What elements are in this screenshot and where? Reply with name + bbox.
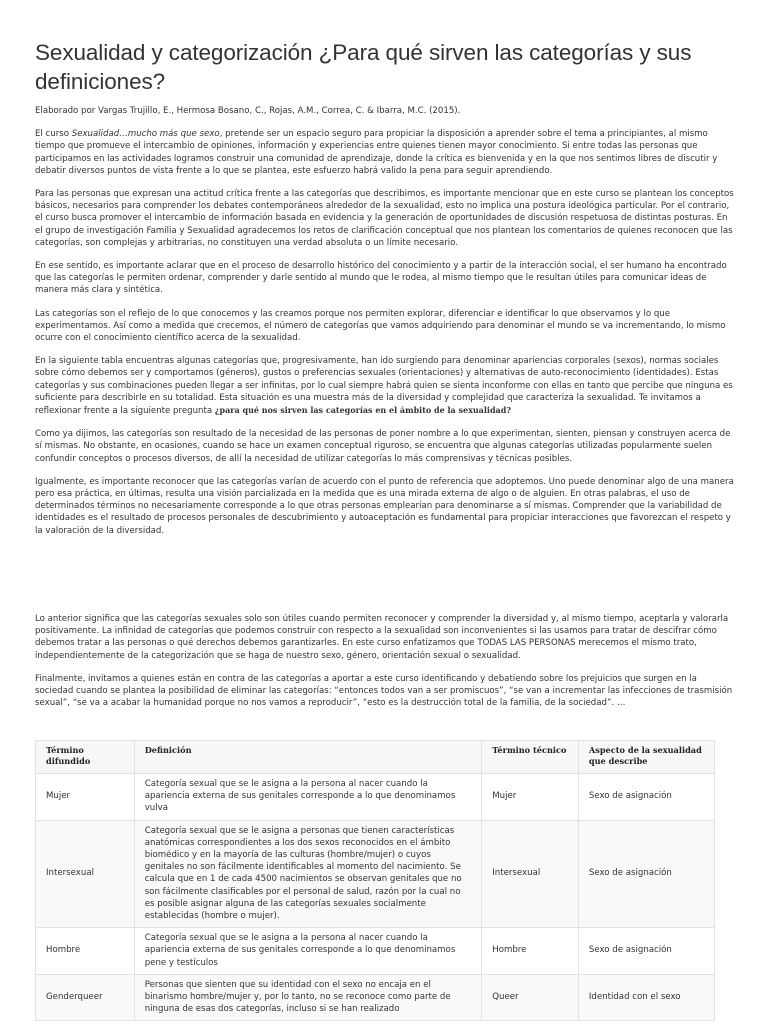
cell-definition: Personas que sienten que su identidad con el sexo no encaja en el binarismo hombre/mujer y, por lo tanto, no se reconoce como parte de ninguna de esas dos categorías, incluso si se han realizado [134, 974, 482, 1021]
cell-common-term: Mujer [36, 774, 135, 821]
cell-technical-term: Intersexual [482, 820, 579, 928]
paragraph-5 [35, 355, 735, 417]
paragraph-1-intro: El curso [35, 129, 72, 140]
table-row [36, 974, 715, 1021]
cell-technical-term: Mujer [482, 774, 579, 821]
table-row [36, 820, 715, 928]
cell-aspect: Identidad con el sexo [578, 974, 714, 1021]
header-technical-term: Término técnico [482, 741, 579, 774]
paragraph-3: En ese sentido, es importante aclarar que en el proceso de desarrollo histórico del conocimiento y a partir de la interacción social, el ser humano ha encontrado que las categorías le permiten ordenar, comprender y darle sentido al mundo que le rodea, al mismo tiempo que le resultan útiles para comunicar ideas de manera más clara y sintética. [35, 261, 727, 296]
page-title: Sexualidad y categorización ¿Para qué sirven las categorías y sus definiciones? [35, 40, 692, 94]
paragraph-8: Lo anterior significa que las categorías sexuales solo son útiles cuando permiten reconocer y comprender la diversidad y, al mismo tiempo, aceptarla y valorarla positivamente. La infinidad de categorías que podemos construir con respecto a la sexualidad son inconvenientes si las usamos para tratar de descifrar cómo debemos tratar a las personas o qué derechos debemos garantizarles. En este curso enfatizamos que TODAS LAS PERSONAS merecemos el mismo trato, independientemente de la categorización que se haga de nuestro sexo, género, orientación sexual o sexualidad. [35, 613, 729, 661]
cell-common-term: Hombre [36, 928, 135, 975]
paragraph-9: Finalmente, invitamos a quienes están en contra de las categorías a aportar a este curso identificando y debatiendo sobre los prejuicios que surgen en la sociedad cuando se plantea la posibilidad de eliminar las categorías: “entonces todos van a ser promiscuos”, “se van a incrementar las infecciones de trasmisión sexual”, “se va a acabar la humanidad porque no nos vamos a reproducir”, “esto es la destrucción total de la familia, de la sociedad”. … [35, 673, 733, 709]
paragraph-6: Como ya dijimos, las categorías son resultado de la necesidad de las personas de poner nombre a lo que experimentan, sienten, piensan y construyen acerca de sí mismas. No obstante, en ocasiones, cuando se hace un examen conceptual riguroso, se encuentra que algunas categorías utilizadas popularmente suelen confundir conceptos o procesos diversos, de allí la necesidad de utilizar categorías lo más comprensivas y técnicas posibles. [35, 429, 731, 464]
authors-line: Elaborado por Vargas Trujillo, E., Hermosa Bosano, C., Rojas, A.M., Correa, C. & Ibarra, M.C. (2015). [35, 106, 461, 116]
header-definition: Definición [134, 741, 482, 774]
table-header-row [36, 741, 715, 774]
table-row [36, 928, 715, 975]
table-row [36, 774, 715, 821]
paragraph-2: Para las personas que expresan una actitud crítica frente a las categorías que describimos, es importante mencionar que en este curso se plantean los conceptos básicos, necesarios para comprender los debates contemporáneos alrededor de la sexualidad, esto no implica una postura ideológica particular. Por el contrario, el curso busca promover el intercambio de información basada en evidencia y la generación de oportunidades de discusión respetuosa de distintas posturas. En el grupo de investigación Familia y Sexualidad agradecemos los retos de clarificación conceptual que nos plantean los comentarios de quienes reconocen que las categorías, son complejas y arbitrarias, no constituyen una verdad absoluta o un límite necesario. [35, 189, 734, 248]
paragraph-5-body: En la siguiente tabla encuentras algunas categorías que, progresivamente, han ido surgiendo para denominar apariencias corporales (sexos), normas sociales sobre cómo debemos ser y comportamos (géneros), gustos o preferencias sexuales (orientaciones) y alternativas de auto-reconocimiento (identidades). Estas categorías y sus combinaciones pueden llegar a ser infinitas, por lo cual siempre habrá quien se sienta inconforme con ellas en tanto que percibe que ninguna es suficiente para describirle en su totalidad. Esta situación es una muestra más de la diversidad y complejidad que caracteriza la sexualidad. Te invitamos a reflexionar frente a la siguiente pregunta [35, 356, 733, 417]
cell-aspect: Sexo de asignación [578, 928, 714, 975]
header-aspect: Aspecto de la sexualidad que describe [578, 741, 714, 774]
cell-common-term: Intersexual [36, 820, 135, 928]
course-name: Sexualidad…mucho más que sexo [71, 129, 220, 140]
guiding-question: ¿para qué nos sirven las categorías en el ámbito de la sexualidad? [214, 405, 512, 416]
cell-definition: Categoría sexual que se le asigna a la persona al nacer cuando la apariencia externa de sus genitales corresponde a lo que denominamos vulva [134, 774, 482, 821]
document-body [35, 38, 735, 709]
cell-common-term: Genderqueer [36, 974, 135, 1021]
header-common-term: Término difundido [36, 741, 135, 774]
cell-definition: Categoría sexual que se le asigna a personas que tienen características anatómicas correspondientes a los dos sexos reconocidos en el ámbito biomédico y en la mayoría de las culturas (hombre/mujer) o cuyos genitales no son fácilmente identificables al momento del nacimiento. Se calcula que en 1 de cada 4500 nacimientos se observan genitales que no son fácilmente clasificables por el personal de salud, razón por la cual no es posible asignar alguna de las categorías sexuales socialmente establecidas (hombre o mujer). [134, 820, 482, 928]
paragraph-7: Igualmente, es importante reconocer que las categorías varían de acuerdo con el punto de referencia que adoptemos. Uno puede denominar algo de una manera pero esa práctica, en últimas, resulta una visión parcializada en la medida que es una mirada externa de algo o de alguien. En otras palabras, el uso de determinados términos no necesariamente corresponde a lo que otras personas emplearían para denominarse a sí mismas. Comprender que la variabilidad de identidades es el resultado de procesos personales de descubrimiento y autoaceptación es fundamental para propiciar interacciones que favorezcan el respeto y la valoración de la diversidad. [35, 476, 734, 536]
cell-aspect: Sexo de asignación [578, 774, 714, 821]
paragraph-4: Las categorías son el reflejo de lo que conocemos y las creamos porque nos permiten explorar, diferenciar e identificar lo que observamos y lo que experimentamos. Así como a medida que crecemos, el número de categorías que vamos adquiriendo para denominar el mundo se va incrementando, lo mismo ocurre con el conocimiento científico acerca de la sexualidad. [35, 308, 726, 344]
cell-technical-term: Queer [482, 974, 579, 1021]
paragraph-1-body: , pretende ser un espacio seguro para propiciar la disposición a aprender sobre el tema a principiantes, al mismo tiempo que promueve el intercambio de opiniones, información y experiencias entre quienes tienen mayor conocimiento. Si entre todas las personas que participamos en las actividades logramos construir una comunidad de aprendizaje, donde la crítica es bienvenida y en la que nos sentimos libres de discutir y debatir diversos puntos de vista frente a lo que se plantea, este esfuerzo habrá valido la pena para seguir aprendiendo. [35, 129, 718, 176]
cell-technical-term: Hombre [482, 928, 579, 975]
cell-definition: Categoría sexual que se le asigna a la persona al nacer cuando la apariencia externa de sus genitales corresponde a lo que denominamos pene y testículos [134, 928, 482, 975]
blank-space [35, 537, 735, 613]
cell-aspect: Sexo de asignación [578, 820, 714, 928]
paragraph-1 [35, 128, 735, 177]
categories-table [35, 740, 715, 1021]
